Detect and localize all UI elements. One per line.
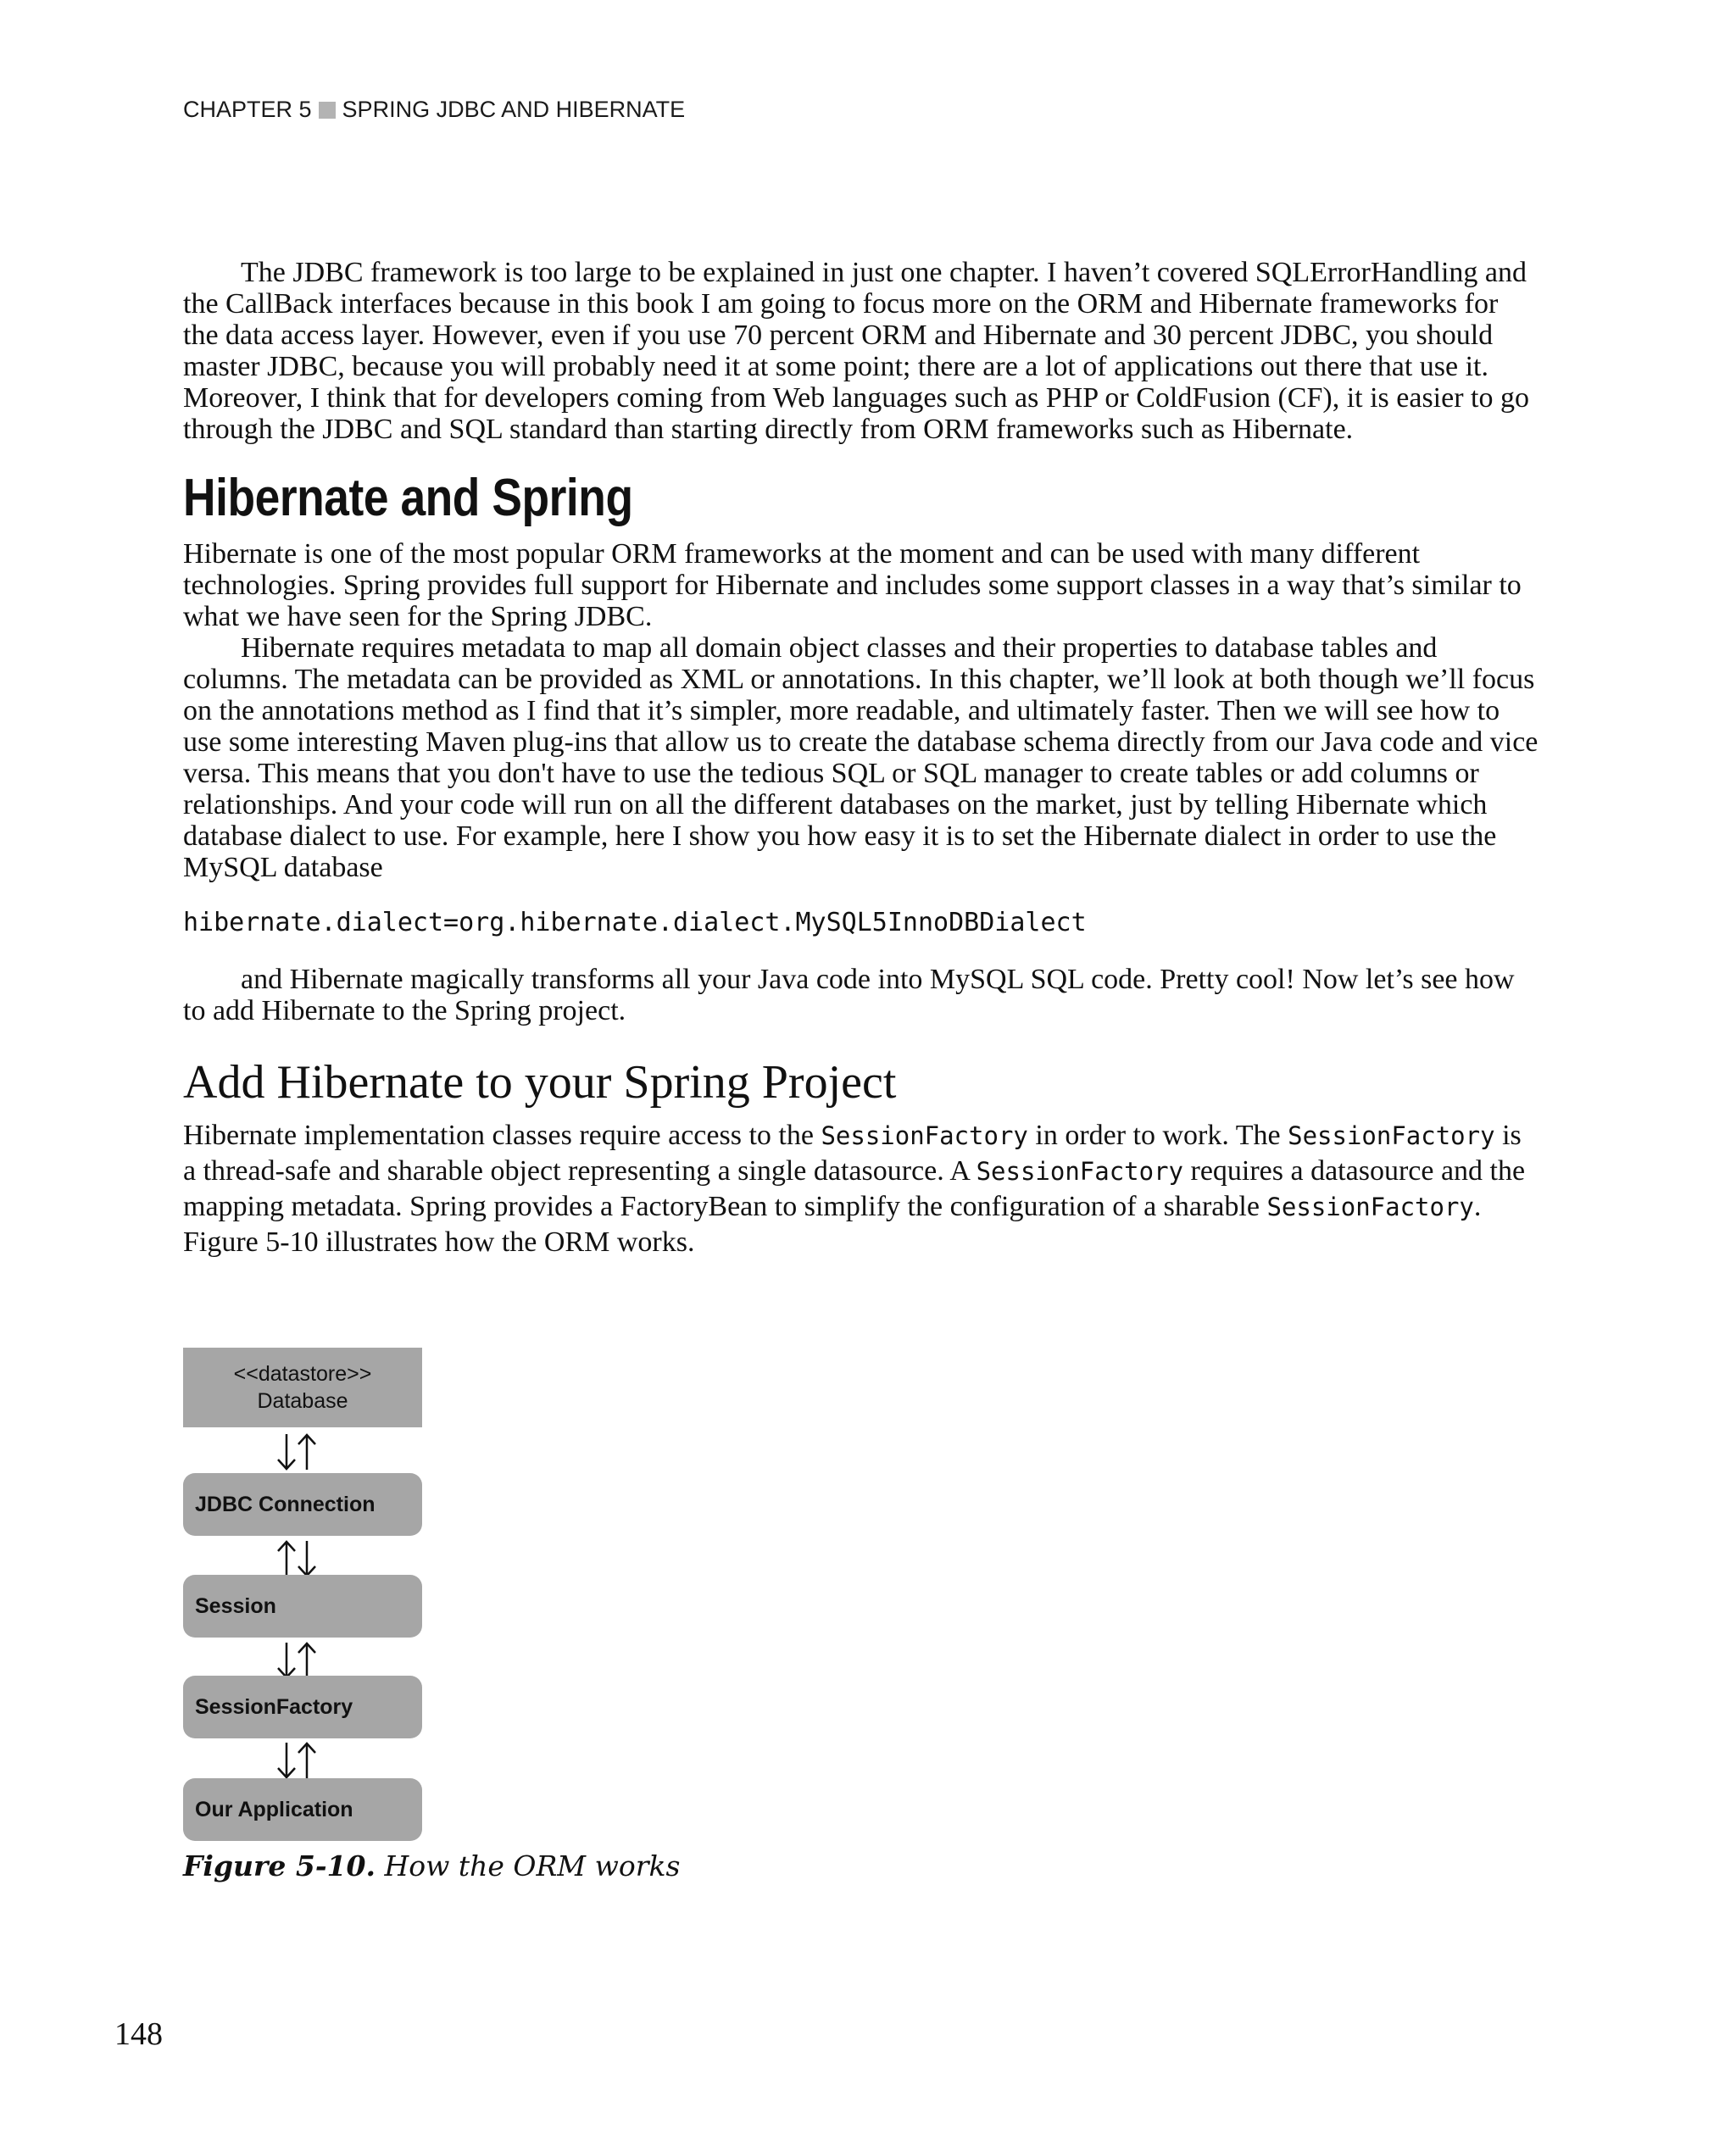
running-head xyxy=(183,97,685,123)
database-box xyxy=(183,1348,422,1427)
page-number: 148 xyxy=(114,2016,163,2052)
main-text xyxy=(183,257,1539,1260)
chapter-label: CHAPTER 5 xyxy=(183,97,312,122)
session-box xyxy=(183,1575,422,1638)
code-dialect: hibernate.dialect=org.hibernate.dialect.MySQL5InnoDBDialect xyxy=(183,908,1087,937)
paragraph-hibernate-transform: and Hibernate magically transforms all your Java code into MySQL SQL code. Pretty cool! Now let’s see how to add Hibernate to the Spring project. xyxy=(183,964,1515,1026)
section-heading-hibernate-and-spring: Hibernate and Spring xyxy=(183,469,633,527)
orm-diagram xyxy=(183,1348,422,1831)
code-session-factory: SessionFactory xyxy=(1288,1121,1495,1150)
text-run: requires a datasource and the mapping metadata. Spring provides a FactoryBean to simplify the configuration of a sharable xyxy=(183,1155,1526,1222)
our-application-label: Our Application xyxy=(195,1797,353,1821)
text-run: Hibernate implementation classes require access to the xyxy=(183,1120,821,1151)
up-down-arrows-icon xyxy=(271,1539,322,1578)
down-up-arrows-icon xyxy=(271,1432,322,1471)
database-label: Database xyxy=(257,1389,348,1413)
down-up-arrows-icon xyxy=(271,1641,322,1680)
square-separator-icon xyxy=(319,102,336,119)
database-stereotype: <<datastore>> xyxy=(233,1362,372,1386)
section-heading-add-hibernate: Add Hibernate to your Spring Project xyxy=(183,1056,897,1109)
down-up-arrows-icon xyxy=(271,1741,322,1780)
text-run: . Figure 5-10 illustrates how the ORM works. xyxy=(183,1191,1482,1258)
jdbc-connection-box xyxy=(183,1473,422,1536)
session-factory-box xyxy=(183,1676,422,1738)
code-session-factory: SessionFactory xyxy=(1266,1193,1474,1221)
paragraph-hibernate-metadata: Hibernate requires metadata to map all domain object classes and their properties to database tables and columns. The metadata can be provided as XML or annotations. In this chapter, we’ll look at both though we’ll focus on the annotations method as I find that it’s simpler, more readable, and ultimately faster. Then we will see how to use some interesting Maven plug-ins that allow us to create the database schema directly from our Java code and vice versa. This means that you don't have to use the tedious SQL or SQL manager to create tables or add columns or relationships. And your code will run on all the different databases on the market, just by telling Hibernate which database dialect to use. For example, here I show you how easy it is to set the Hibernate dialect in order to use the MySQL database xyxy=(183,632,1538,883)
intro-paragraph: The JDBC framework is too large to be explained in just one chapter. I haven’t covered SQLErrorHandling and the CallBack interfaces because in this book I am going to focus more on the ORM and Hibernate frameworks for the data access layer. However, even if you use 70 percent ORM and Hibernate and 30 percent JDBC, you should master JDBC, because you will probably need it at some point; there are a lot of applications out there that use it. Moreover, I think that for developers coming from Web languages such as PHP or ColdFusion (CF), it is easier to go through the JDBC and SQL standard than starting directly from ORM frameworks such as Hibernate. xyxy=(183,257,1529,445)
figure-caption xyxy=(183,1849,680,1882)
figure-caption-text: How the ORM works xyxy=(384,1849,681,1882)
code-session-factory: SessionFactory xyxy=(821,1121,1028,1150)
figure-caption-label: Figure 5-10. xyxy=(183,1849,376,1882)
paragraph-hibernate-overview: Hibernate is one of the most popular ORM frameworks at the moment and can be used with many different technologies. Spring provides full support for Hibernate and includes some support classes in a way that’s similar to what we have seen for the Spring JDBC. xyxy=(183,538,1522,632)
text-run: is a thread-safe and sharable object representing a single datasource. A xyxy=(183,1120,1522,1187)
paragraph-session-factory xyxy=(183,1118,1539,1260)
session-factory-label: SessionFactory xyxy=(195,1694,353,1719)
our-application-box xyxy=(183,1778,422,1841)
session-label: Session xyxy=(195,1593,276,1618)
code-session-factory: SessionFactory xyxy=(976,1157,1183,1186)
text-run: in order to work. The xyxy=(1027,1120,1288,1151)
chapter-title: SPRING JDBC AND HIBERNATE xyxy=(342,97,686,122)
jdbc-connection-label: JDBC Connection xyxy=(195,1492,376,1516)
